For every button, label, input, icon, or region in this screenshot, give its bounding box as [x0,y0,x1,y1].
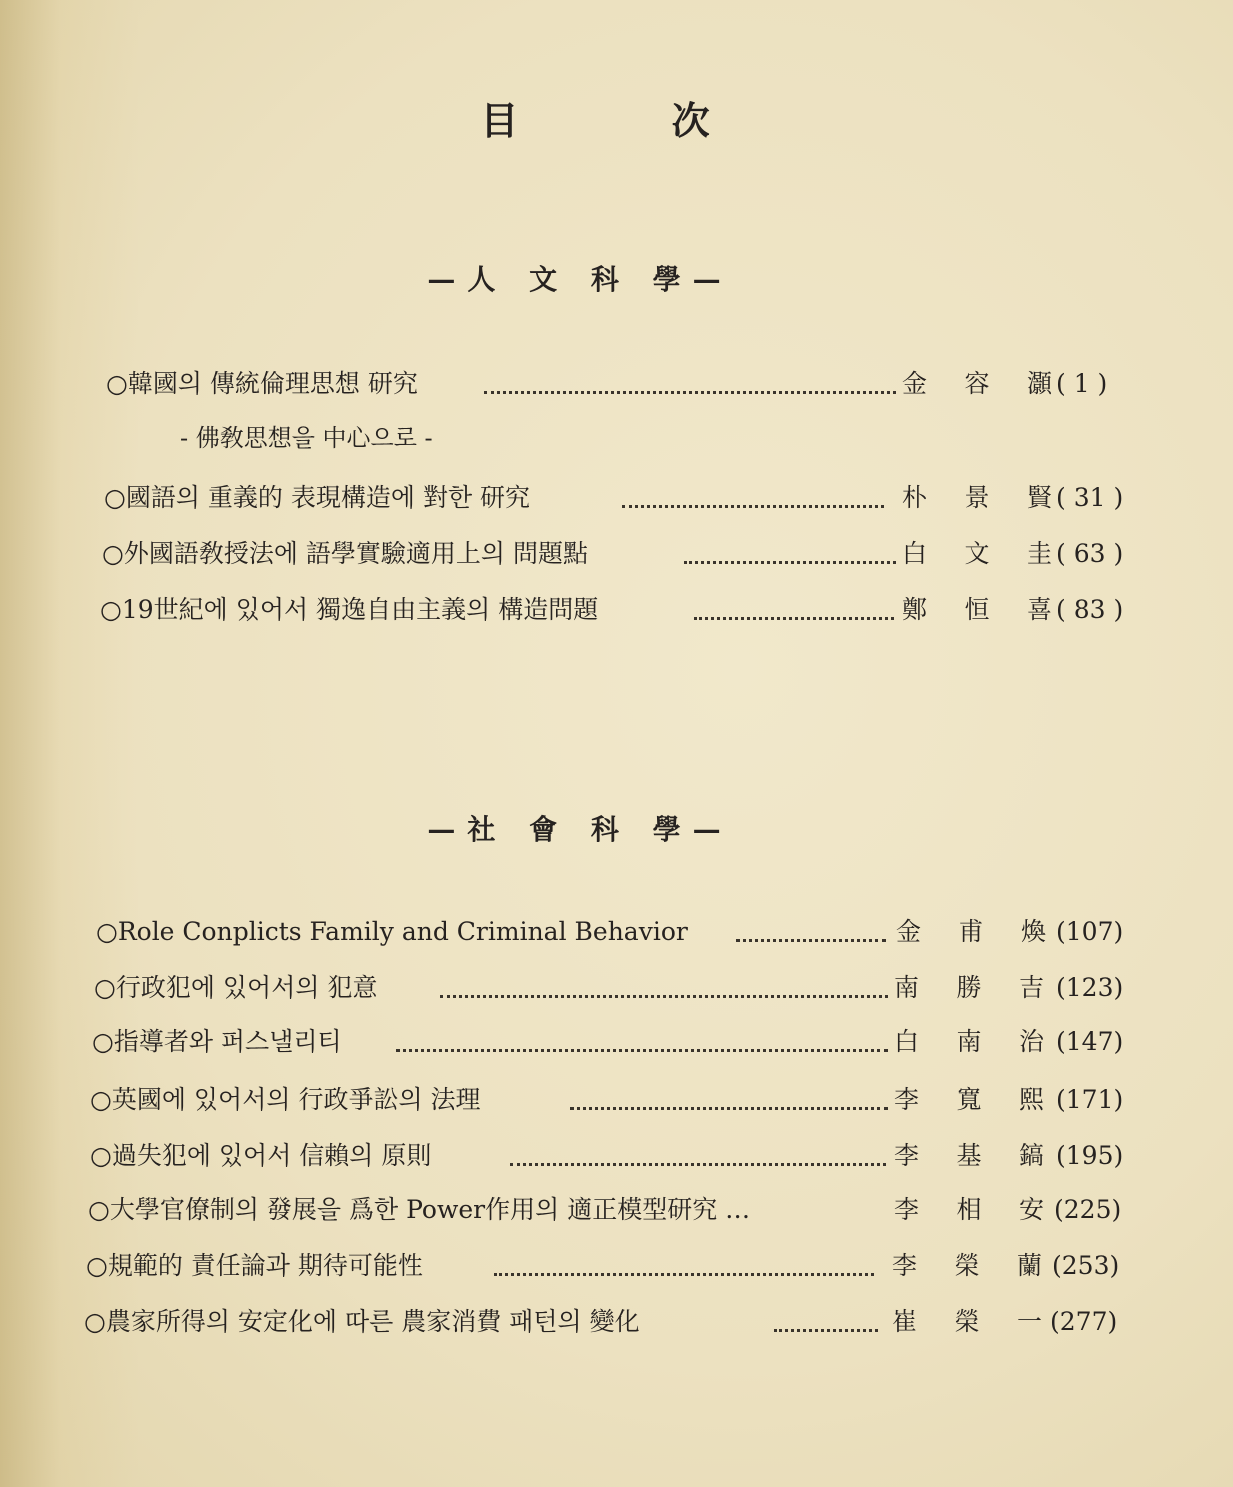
entry-page: (225) [1054,1195,1122,1224]
entry-author [894,1190,1044,1230]
entry-title: ○大學官僚制의 發展을 爲한 Power作用의 適正模型研究 … [88,1195,751,1224]
entry-page: (147) [1056,1027,1124,1056]
author-char: 李 [892,1251,918,1280]
leader-dots [396,1009,888,1052]
entry-subtitle: - 佛敎思想을 中心으로 - [180,424,433,452]
author-char: 治 [1018,1027,1044,1056]
entry-author [894,1080,1044,1120]
author-name [896,912,1046,952]
author-name [894,1080,1044,1120]
entry-page: (253) [1052,1251,1120,1280]
author-name [892,1302,1042,1342]
author-char: 灝 [1026,369,1052,398]
author-char: 煥 [1020,917,1046,946]
leader-dots [440,955,888,998]
author-char: 基 [956,1141,982,1170]
author-char: 安 [1018,1195,1044,1224]
author-char: 白 [902,539,928,568]
author-char: 相 [956,1195,982,1224]
author-char: 景 [964,483,990,512]
author-name [894,1190,1044,1230]
author-char: 李 [894,1085,920,1114]
entry-title: ○外國語敎授法에 語學實驗適用上의 問題點 [102,539,589,568]
entry-author [892,1302,1042,1342]
author-name [902,478,1052,518]
author-name [894,1136,1044,1176]
leader-dots [694,577,894,620]
author-char: 一 [1016,1307,1042,1336]
author-char: 蘭 [1016,1251,1042,1280]
entry-title: ○規範的 責任論과 期待可能性 [86,1251,423,1280]
entry-author [892,1246,1042,1286]
author-char: 李 [894,1195,920,1224]
author-char: 寬 [956,1085,982,1114]
author-name [894,1022,1044,1062]
entry-title: ○國語의 重義的 表現構造에 對한 研究 [104,483,531,512]
author-char: 金 [896,917,922,946]
page-title: 目 次 [480,98,780,143]
section-heading-social-sciences: —社 會 科 學— [427,813,733,846]
author-char: 賢 [1026,483,1052,512]
leader-dots [684,521,896,564]
author-name [892,1246,1042,1286]
entry-title: ○農家所得의 安定化에 따른 農家消費 패턴의 變化 [84,1307,640,1336]
author-char: 朴 [902,483,928,512]
entry-title: ○英國에 있어서의 行政爭訟의 法理 [90,1085,481,1114]
author-char: 南 [894,973,920,1002]
entry-author [894,1136,1044,1176]
leader-dots [622,465,884,508]
author-char: 南 [956,1027,982,1056]
author-char: 甫 [958,917,984,946]
author-name [894,968,1044,1008]
leader-dots [510,1123,886,1166]
author-name [902,534,1052,574]
author-char: 白 [894,1027,920,1056]
entry-title: ○韓國의 傳統倫理思想 研究 [106,369,418,398]
author-char: 喜 [1026,595,1052,624]
entry-page: (123) [1056,973,1124,1002]
author-char: 鎬 [1018,1141,1044,1170]
entry-title: ○過失犯에 있어서 信賴의 原則 [90,1141,432,1170]
author-char: 容 [964,369,990,398]
entry-page: ( 63 ) [1056,539,1124,568]
author-name [902,364,1052,404]
author-char: 恒 [964,595,990,624]
entry-author [896,912,1046,952]
section-heading-humanities: —人 文 科 學— [427,263,733,296]
author-char: 熙 [1018,1085,1044,1114]
author-char: 榮 [954,1251,980,1280]
entry-author [902,590,1052,630]
leader-dots [774,1289,878,1332]
author-char: 吉 [1018,973,1044,1002]
entry-page: ( 31 ) [1056,483,1124,512]
entry-title: ○Role Conplicts Family and Criminal Behavior [96,917,688,946]
entry-author [894,968,1044,1008]
leader-dots [484,351,896,394]
author-char: 榮 [954,1307,980,1336]
entry-title: ○19世紀에 있어서 獨逸自由主義의 構造問題 [100,595,599,624]
entry-title: ○指導者와 퍼스낼리티 [92,1027,342,1056]
author-char: 李 [894,1141,920,1170]
author-char: 金 [902,369,928,398]
author-char: 文 [964,539,990,568]
entry-page: ( 1 ) [1056,369,1108,398]
entry-page: (195) [1056,1141,1124,1170]
entry-title: ○行政犯에 있어서의 犯意 [94,973,378,1002]
entry-author [902,364,1052,404]
author-name [902,590,1052,630]
author-char: 崔 [892,1307,918,1336]
leader-dots [570,1067,888,1110]
entry-author [894,1022,1044,1062]
author-char: 圭 [1026,539,1052,568]
entry-author [902,478,1052,518]
leader-dots [736,899,886,942]
entry-page: ( 83 ) [1056,595,1124,624]
entry-page: (277) [1050,1307,1118,1336]
entry-page: (171) [1056,1085,1124,1114]
author-char: 鄭 [902,595,928,624]
entry-author [902,534,1052,574]
author-char: 勝 [956,973,982,1002]
entry-page: (107) [1056,917,1124,946]
leader-dots [494,1233,874,1276]
